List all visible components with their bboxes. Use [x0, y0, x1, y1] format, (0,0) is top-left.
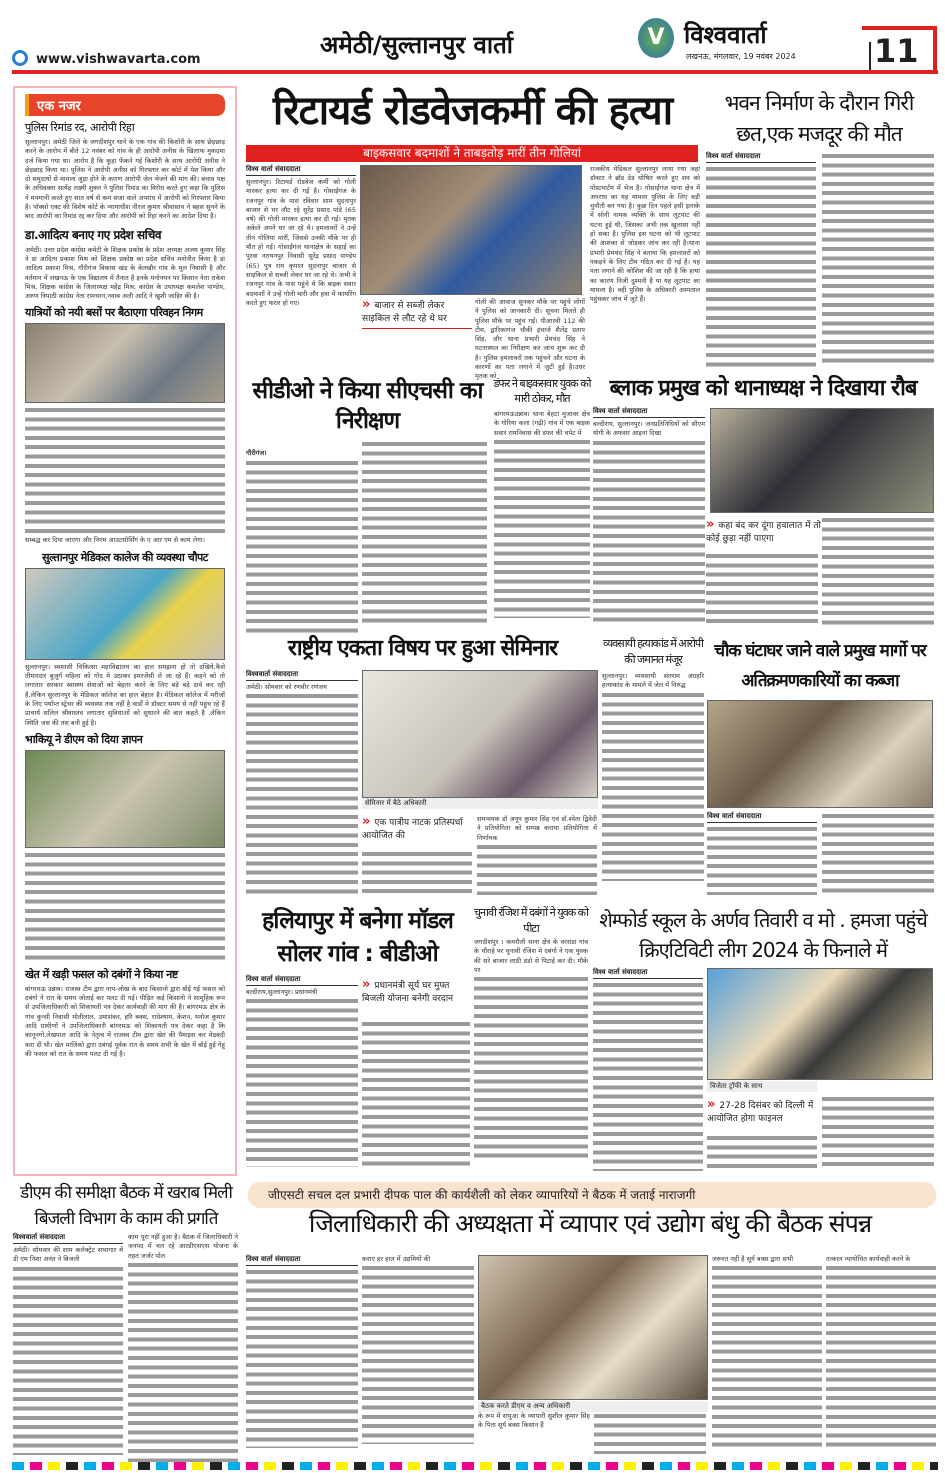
solar-col1	[246, 975, 358, 1167]
bottom-col-mid: के रूप में संभुआ के व्यापारी सुशील कुमार सिंह के पिता सूर्य बक्स किसान हैं	[478, 1412, 590, 1430]
text-block	[128, 1261, 238, 1466]
block-col1	[593, 407, 705, 624]
article-body: बल्दीराय,सुल्तानपुर। प्रधानमंत्री	[246, 988, 318, 996]
bottom-col4	[712, 1255, 822, 1449]
left-column	[13, 86, 237, 1176]
text-block	[822, 516, 934, 627]
article-title: डा.आदित्य बनाए गए प्रदेश सचिव	[25, 227, 162, 242]
lead-col3: राजकीय मेडिकल सुल्तानपुर लाया गया जहां डॉक्टर ने ब्रॉड डेड घोषित करते हुए शव को पोस्टमार्टम में भेज है। गोसाईंगंज थाना क्षेत्र में अपराध का यह मामला पुलिस के लिए बड़ी चुनौती बन गया है। कुछ दिन पहले इसी इलाके में सोनी नामक व्यक्ति के साथ लूटपाट की घटना हुई थी, जिसका अभी तक खुलासा नहीं हो सका है। पुलिस इस घटना को भी लूटपाट की आशंका से जोड़कर जांच कर रही है।थाना प्रभारी प्रेमचंद सिंह ने बताया कि हमलावरों को पकड़ने के लिए टीम गठित कर दी गई है। यह पता लगाने की कोशिश की जा रही है कि हत्या का कारण निजी दुश्मनी है या यह लूटपाट का मामला है। वहीं पुलिस के अधिकारी अस्पताल पहुंचकर जांच में जुटे हैं।	[590, 165, 700, 304]
bottom-headline: जिलाधिकारी की अध्यक्षता में व्यापार एवं उद्योग बंधु की बैठक संपन्न	[308, 1209, 872, 1238]
text-block	[246, 997, 358, 1167]
text-block	[707, 825, 817, 895]
text-block	[594, 1412, 706, 1454]
chowk-col1	[707, 812, 817, 895]
lead-pullquote: » बाजार से सब्जी लेकर साइकिल से लौट रहे थे घर	[362, 298, 472, 329]
text-block	[362, 1264, 474, 1444]
text-block	[826, 1264, 936, 1449]
seminar-col3	[477, 815, 597, 895]
school-photo	[707, 968, 933, 1080]
text-block	[362, 440, 487, 625]
block-photo	[710, 408, 934, 513]
byline: विश्व वार्ता संवाददाता	[706, 152, 816, 163]
lead-headline: रिटायर्ड रोडवेजकर्मी की हत्या	[272, 88, 673, 134]
pullquote-text: एक पात्रीय नाटक प्रतिस्पर्धा आयोजित की	[362, 818, 463, 841]
text-block	[706, 552, 818, 627]
dateline: लखनऊ, मंगलवार, 19 नवंबर 2024	[686, 52, 796, 61]
dm-headline: डीएम की समीक्षा बैठक में खराब मिली बिजली विभाग के काम की प्रगति	[20, 1183, 232, 1229]
lead-photo	[360, 165, 582, 295]
bus-photo	[25, 323, 225, 403]
article-body: सुल्तानपुर। अमेठी जिले के जगदीशपुर थाने के एक गांव की किशोरी के साथ छेड़छाड़ करने के आरोप में बीते 12 नवंबर को गांव के ही आरोपी अनीस के खिलाफ मुकदमा दर्ज किया गया था। आरोप है कि कूड़ा फेंकने गई किशोरी के साथ आरोपी अनीस ने छेड़छाड़ किया था। पुलिस ने आरोपी अनीस को गिरफ्तार कर कोर्ट में पेश किया और दो समुदायों से मामला जुड़ा होने के कारण आरोपी जेल भेजने की मांग की। बचाव पक्ष के अधिवक्ता सत्येंद्र लक्ष्मी शुक्ल ने पुलिस रिमांड का विरोध करते हुए कहा कि पुलिस ने मनमानी करते हुए सात वर्ष से कम सजा वाले अपराध में आरोपी को गिरफ्तार किया है। पॉक्सो एक्ट की विशेष कोर्ट के न्यायाधीश नीरज कुमार श्रीवास्तव ने बहस सुनने के बाद आरोपी का रिमांड रद्द कर दिया और आरोपी को रिहा करने का आदेश दिया है।	[25, 138, 225, 221]
chowk-headline: चौक घंटाघर जाने वाले प्रमुख मार्गो पर अतिक्रमणकारियों का कब्जा	[714, 641, 926, 691]
seminar-headline: राष्ट्रीय एकता विषय पर हुआ सेमिनार	[287, 636, 558, 661]
bottom-col1	[246, 1255, 358, 1448]
seminar-pullquote: » एक पात्रीय नाटक प्रतिस्पर्धा आयोजित की	[362, 814, 463, 841]
dm-col2	[128, 1233, 238, 1466]
block-pullquote: » कहा बंद कर दूंगा हवालात में तो कोई छुड़ा नहीं पाएगा	[706, 517, 821, 544]
medical-college-photo	[25, 568, 225, 660]
text-block	[13, 1265, 123, 1455]
text-block	[494, 438, 590, 618]
roof-col1	[706, 152, 816, 370]
article-body: कराएं हर हाल में उद्यमियों की	[362, 1255, 431, 1263]
text-block	[362, 850, 472, 895]
roof-headline: भवन निर्माण के दौरान गिरी छत,एक मजदूर की मौत	[724, 91, 914, 146]
seminar-col1	[246, 670, 358, 897]
school-col1	[593, 968, 703, 1171]
text-block	[706, 165, 816, 370]
text-block	[246, 692, 358, 897]
byline: विश्व वार्ता संवाददाता	[593, 968, 703, 979]
bail-headline: व्यवसायी हत्याकांड में आरोपी की जमानत मंजूर	[603, 637, 703, 666]
fight-col	[474, 938, 588, 1160]
article-body: काम पूरा नहीं हुआ है। बैठक में जिलाधिकारी ने जनपद में चल रहे आरडीएसएस योजना के तहत जर्जर पोल	[128, 1233, 238, 1260]
article-body: बांगरमऊ उन्नाव। राजस्व टीम द्वारा नाप-जोख के बाद किसानो द्वारा बोई गई फसल को दबंगो ने रात के समय जोताई कर पलट दी गई। पीड़ित कई किसानो ने सामूहिक रूप से उपजिलाधिकारी को शिकायती पत्र देकर कार्यवाही की माग की है। बांगरमऊ क्षेत्र के गांव कुन्सी निवासी मोतीलाल, उमाशंकर, हरि बक्स, राधेश्याम, केशन, मनोज कुमार आदि ग्रामीणों ने उपजिलाधिकारी बांगरमऊ को शिकायती पत्र देकर कहा है कि कानूनगो,लेखपाल आदि के नेतृत्व में राजस्व टीम द्वारा खेत की पैमाइस कर मेड़बंदी करा दी थी। खेत मालिको द्वारा दबंगई पूर्वक रात के समय सभी के खेत में बोई हुई गेहूं की फसल को रात के समय पलट दी गई है।	[25, 984, 225, 1058]
bhakiyu-photo	[25, 750, 225, 848]
byline: विश्व वार्ता संवाददाता	[707, 812, 817, 823]
fight-headline: चुनावी रंजिश में दबंगों ने युवक को पीटा	[474, 906, 588, 935]
byline: विश्व वार्ता संवाददाता	[246, 975, 358, 986]
article-body: सुल्तानपुर। व्यवसायी संतराम अग्रहरि हत्याकांड के मामले में जेल में निरुद्ध	[602, 672, 704, 690]
article-body: तत्काल न्यायोचित कार्यवाही करने के	[826, 1255, 911, 1263]
article-title: पुलिस रिमांड रद, आरोपी रिहा	[25, 121, 135, 134]
article-body: सुल्तानपुर। रिटायर्ड रोडवेज कर्मी को गोली मारकर हत्या कर दी गई है। गोसाईंगंज के रजनपुर गांव के पास रविवार शाम सुदनापुर बाजार से घर लौट रहे सुरेंद्र प्रसाद पांडे (65 वर्ष) की गोली मारकर हत्या कर दी गई। मृतक अकेले अपने घर जा रहे थे। हमलावरों ने उन्हें तीन गोलियां मारीं, जिससे उनकी मौके पर ही मौत हो गई। गोसाईंगंज थानाक्षेत्र के सहाई का पुरवा नरायनपुर निवासी सुरेंद्र प्रसाद पाण्डेय (65) पुत्र राम कृपाल सुदनापुर बाजार से साइकिल से सब्जी लेकर घर जा रहे थे। अभी वे रजनपुर गांव के पास पहुंचे थे कि बाइक सवार बदमाशों ने उन्हें गोली मारी और हवा में फायरिंग करते हुए फरार हो गए।	[246, 178, 356, 307]
dumper-col	[494, 410, 590, 618]
chowk-photo	[707, 700, 933, 808]
text-block	[246, 1268, 358, 1448]
article-lead: गौरीगंज।	[246, 449, 267, 457]
bottom-col5	[826, 1255, 936, 1449]
text-block	[602, 691, 704, 881]
lead-col2: गोली की आवाज सुनकर मौके पर पहुंचे लोगों ने पुलिस को जानकारी दी। सूचना मिलते ही पुलिस मौके पर पहुंच गई। पीआरवी 112 की टीम, द्वारिकागंज चौकी इंचार्ज शैलेंद्र प्रताप सिंह, और थाना प्रभारी प्रेमचंद सिंह ने घटनास्थल का निरीक्षण कर जांच शुरू कर दी है। पुलिस हमलावरों तक पहुंचने और घटना के कारणों का पता लगाने में जुटी हुई है।उधर मृतक को	[475, 298, 585, 381]
pullquote-text: 27-28 दिसंबर को दिल्ली में आयोजित होगा फाइनल	[707, 1101, 814, 1124]
article-body: सुल्तानपुर। स्वशासी चिकित्सा महाविद्यालय का हाल समझना हो तो दखिये,कैसे तीमारदार बुजुर्ग महिला को गोद मे उठाकर इमरजेंसी ले जा रहे हैं। कहने को तो लगातार सरकार स्वास्थ्य सेवाओं को बेहतर करने के लिए बड़े बड़े दावे कर रही है,लेकिन सुल्तानपुर के मेडिकल कॉलेज का हाल बेहाल है। मेडिकल कॉलेज में मरीजों के लिए पर्याप्त स्ट्रेचर की व्यवस्था तक नहीं है वार्डो मे डॉक्टर समय से नही पहुंच रहे हैं प्राचार्य सलिल श्रीवास्तव लगातार सुविधाओं को सुधारने की बात कहते है ,लेकिन स्थिति जस की तस बनी हुई है।	[25, 662, 225, 727]
article-body: अमेठी। सोमवार की शाम कलेक्ट्रेट सभागार में डी एम निशा अनंत ने बिजली	[13, 1246, 123, 1264]
logo-icon: V	[638, 18, 674, 58]
text-block	[362, 1020, 470, 1170]
lead-col1	[246, 165, 356, 308]
text-block	[593, 981, 703, 1171]
color-registration-strip	[12, 1462, 938, 1470]
dm-col1	[13, 1233, 123, 1455]
page-divider	[869, 42, 871, 70]
bottom-col2	[362, 1255, 474, 1444]
article-body: अमेठी। सोमवार को रणवीर रणंजय	[246, 683, 327, 691]
text-block	[474, 975, 588, 1160]
article-body: जगदीशपुर । कमरौली थाना क्षेत्र के वरसंडा गांव के चौराहे पर चुनावी रंजिश मे दबंगो ने एक युवक की सरे बाजार लाठी डंडो से पिटाई कर दी। मौके पर	[474, 938, 588, 974]
article-body: जरूरत नहीं है सूर्य बक्स द्वारा सभी	[712, 1255, 794, 1263]
photo-caption: बैठक करते डीएम व अन्य अधिकारी	[478, 1401, 708, 1412]
cdo-col1	[246, 440, 358, 634]
text-block	[477, 843, 597, 895]
bail-col	[602, 672, 704, 881]
article-title: भाकियू ने डीएम को दिया ज्ञापन	[25, 732, 143, 746]
dumper-headline: डंफर ने बाइकसवार युवक को मारी ठोकर, मौत	[493, 377, 591, 405]
article-body: समन्वयक डॉ अनूप कुमार सिंह एवं डॉ.श्वेता द्विवेदी ने प्रतियोगिता को सम्पन्न कराया प्रतियोगिता में निर्णायक	[477, 815, 597, 842]
article-title: सुल्तानपुर मेडिकल कालेज की व्यवस्था चौपट	[42, 550, 208, 564]
paper-name: विश्ववार्ता	[684, 21, 767, 49]
bottom-kicker: जीएसटी सचल दल प्रभारी दीपक पाल की कार्यशैली को लेकर व्यापारियों ने बैठक में जताई नाराजगी	[248, 1182, 936, 1208]
school-pullquote: » 27-28 दिसंबर को दिल्ली में आयोजित होगा फाइनल	[707, 1097, 814, 1124]
lead-subheadline: बाइकसवार बदमाशों ने ताबड़तोड़ मारीं तीन गोलियां	[246, 145, 698, 162]
solar-pullquote: » प्रधानमंत्री सूर्य घर मुफ्त बिजली योजना बनेगी वरदान	[362, 977, 454, 1004]
article-body: सम्बद्ध कर दिया जाएगा और निगम आउटसोर्सिंग के ए आर एम से काम लेगा।	[25, 536, 205, 545]
article-body: बांगरमऊउन्नाव। थाना बेहटा मुजावर क्षेत्र के गोरिया कला (गढ़ी) गांव में एक बाइक सवार रामनिवास की डंफर की चपेट में	[494, 410, 590, 437]
page-number: 11	[874, 32, 919, 70]
page-number-box	[862, 26, 937, 72]
text-block	[822, 152, 934, 368]
text-block	[822, 1095, 934, 1170]
website-link[interactable]: www.vishwavarta.com	[36, 52, 201, 67]
solar-headline: हलियापुर में बनेगा मॉडल सोलर गांव : बीडीओ	[262, 908, 453, 967]
photo-caption: सेमिनार में बैठे अधिकारी	[362, 798, 598, 809]
article-body: अमेठी। उत्तर प्रदेश कांग्रेस कमेटी के शिक्षक प्रकोष्ठ के प्रदेश अध्यक्ष अजय कुमार सिंह ने डा आदित्य प्रकाश मिश्र को शिक्षक प्रकोष्ठ का प्रदेश सचिव मनोनीत किया है डा आदित्य प्रकाश मिश्र, गौरीगंज विकास खंड के बेलखौर गांव के मूल निवासी है और वर्तमान में लखनऊ के एक विद्यालय में तैनात है इनके मनोनयन पर किसान नेता राकेश मिश्र, शिक्षक कांग्रेस के जिलाध्यक्ष महेंद्र मिश्र, कांग्रेस के उपाध्यक्ष कमलेश पाण्डेय, अरुण त्रिपाठी कांग्रेस नेता रामचरन,नवाब अली आदि ने खुशी जाहिर की है।	[25, 245, 225, 301]
masthead	[0, 0, 945, 75]
pullquote-text: बाजार से सब्जी लेकर साइकिल से लौट रहे थे घर	[362, 301, 447, 324]
article-title: खेत में खड़ी फसल को दबंगों ने किया नष्ट	[25, 967, 178, 981]
text-block	[25, 851, 225, 963]
byline: विश्ववार्ता संवाददाता	[13, 1233, 123, 1244]
text-block	[822, 812, 934, 896]
photo-caption: विजेता ट्रॉफी के साथ	[707, 1081, 817, 1092]
text-block	[707, 1134, 817, 1170]
section-title: अमेठी/सुल्तानपुर वार्ता	[320, 31, 514, 59]
text-block	[246, 459, 358, 634]
byline: विश्व वार्ता संवाददाता	[246, 165, 356, 176]
masthead-rule	[12, 70, 938, 74]
text-block	[25, 406, 225, 536]
pullquote-text: कहा बंद कर दूंगा हवालात में तो कोई छुड़ा नहीं पाएगा	[706, 521, 821, 544]
ek-nazar-tag: एक नजर	[25, 94, 225, 116]
pullquote-text: प्रधानमंत्री सूर्य घर मुफ्त बिजली योजना बनेगी वरदान	[362, 981, 454, 1004]
school-headline: शेम्फोर्ड स्कूल के अर्णव तिवारी व मो . हमजा पहुंचे क्रिएटिविटी लीग 2024 के फिनाले में	[599, 908, 927, 962]
byline: विश्व वार्ता संवाददाता	[246, 1255, 358, 1266]
byline: विश्व वार्ता संवाददाता	[593, 407, 705, 418]
article-title: यात्रियों को नयी बसों पर बैठाएगा परिवहन निगम	[25, 306, 203, 320]
bottom-photo	[478, 1255, 708, 1400]
byline: विश्ववार्ता संवाददाता	[246, 670, 358, 681]
text-block	[712, 1264, 822, 1449]
seminar-photo	[362, 670, 598, 798]
browser-e-icon	[12, 50, 28, 66]
text-block	[593, 439, 705, 624]
article-body: बल्दीराय, सुल्तानपुर। जनप्रतिनिधियों को सीएम योगी के अफसर आइना दिखा	[593, 420, 705, 438]
block-headline: ब्लाक प्रमुख को थानाध्यक्ष ने दिखाया रौब	[609, 376, 917, 401]
cdo-headline: सीडीओ ने किया सीएचसी का निरीक्षण	[252, 378, 483, 434]
